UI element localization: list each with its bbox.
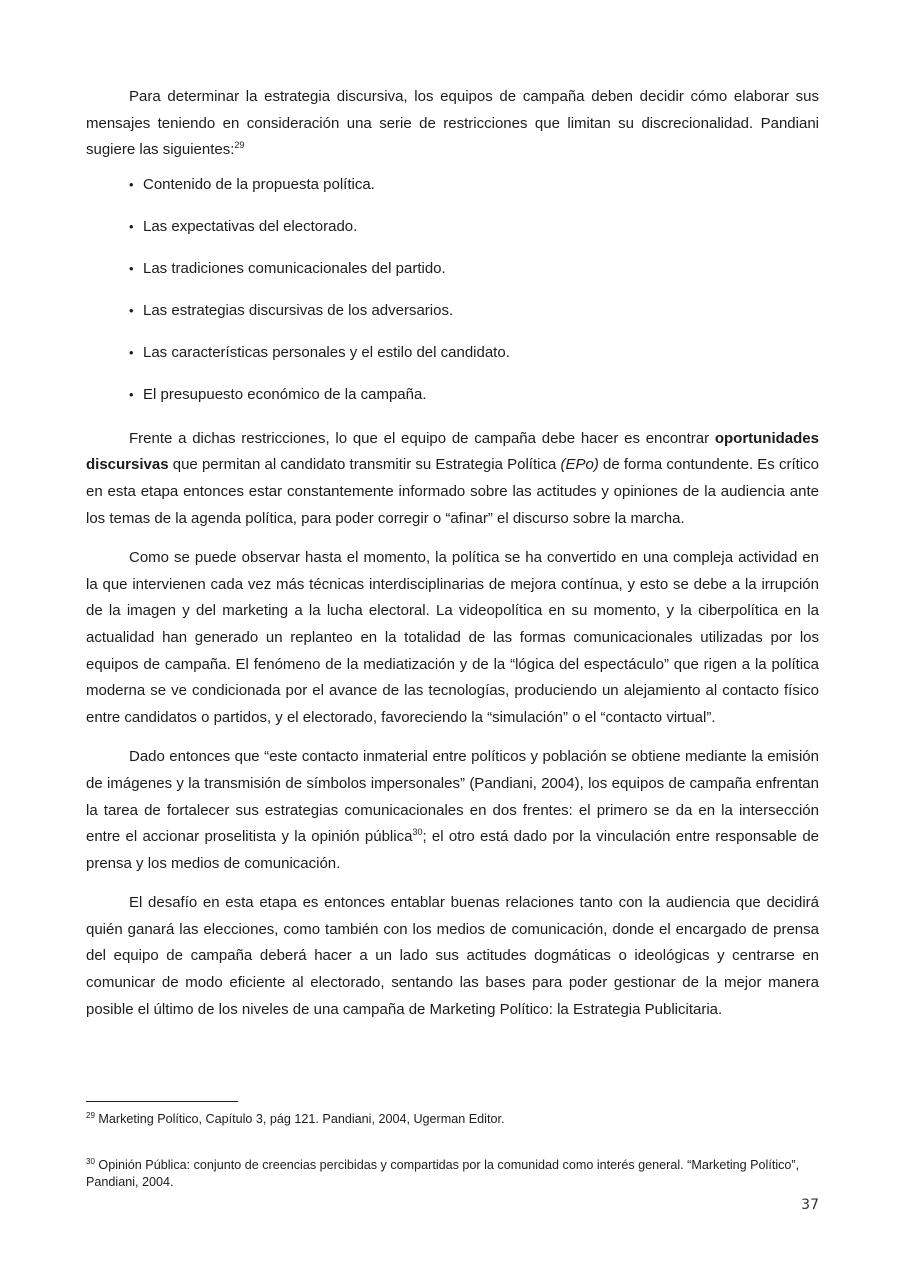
paragraph-contacto-inmaterial: Dado entonces que “este contacto inmaterial entre políticos y población se obtiene mediante la emisión de imágenes y la transmisión de símbolos impersonales” (Pandiani, 2004), los equipos de campaña enfrentan la tarea de fortalecer sus estrategias comunicacionales en dos frentes: el primero se da en la intersección entre el accionar proselitista y la opinión pública$^{30}$; el otro está dado por la vinculación entre responsable de prensa y los medios de comunicación. [86, 748, 820, 872]
footnote-divider [86, 1101, 238, 1102]
list-item: • Las expectativas del electorado. [86, 216, 819, 238]
list-item: • Las características personales y el estilo del candidato. [86, 342, 819, 364]
restrictions-list [86, 174, 819, 406]
paragraph-desafio: El desafío en esta etapa es entonces entablar buenas relaciones tanto con la audiencia que decidirá quién ganará las elecciones, como también con los medios de comunicación, donde el encargado de prensa del equipo de campaña deberá hacer a un lado sus actitudes dogmáticas o ideológicas y centrarse en comunicar de modo eficiente al electorado, sentando las bases para poder gestionar de la mejor manera posible el último de los niveles de una campaña de Marketing Político: la Estrategia Publicitaria. [86, 894, 819, 1018]
bold-term: oportunidades discursivas [86, 429, 819, 474]
page-body [86, 84, 819, 1036]
paragraph-oportunidades: Frente a dichas restricciones, lo que el equipo de campaña debe hacer es encontrar oportunidades discursivas que permitan al candidato transmitir su Estrategia Política (EPo) de forma contundente. Es crítico en esta etapa entonces estar constantemente informado sobre las actitudes y opiniones de la audiencia ante los temas de la agenda política, para poder corregir o “afinar” el discurso sobre la marcha. [86, 429, 819, 527]
paragraph-videopolitica: Como se puede observar hasta el momento, la política se ha convertido en una compleja actividad en la que intervienen cada vez más técnicas interdisciplinarias de mejora contínua, y esto se debe a la irrupción de la imagen y del marketing a la lucha electoral. La videopolítica en su momento, y la ciberpolítica en la actualidad han generado un replanteo en la totalidad de las formas comunicacionales utilizadas por los equipos de campaña. El fenómeno de la mediatización y de la “lógica del espectáculo” que rigen a la política moderna se ve condicionada por el avance de las tecnologías, produciendo un alejamiento al contacto físico entre candidatos o partidos, y el electorado, favoreciendo la “simulación” o el “contacto virtual”. [86, 549, 819, 726]
list-item: • Las tradiciones comunicacionales del partido. [86, 258, 819, 280]
list-item: • Contenido de la propuesta política. [86, 174, 819, 196]
footnote-30: $^{30}$ Opinión Pública: conjunto de creencias percibidas y compartidas por la comunidad como interés general. “Marketing Político”, Pandiani, 2004. [86, 1157, 800, 1189]
paragraph-estrategia-discursiva: Para determinar la estrategia discursiva, los equipos de campaña deben decidir cómo elaborar sus mensajes teniendo en consideración una serie de restricciones que limitan su discrecionalidad. Pandiani sugiere las siguientes:$^{29}$ [86, 88, 819, 159]
page-number: 37 [801, 1197, 819, 1213]
footnote-29: $^{29}$ Marketing Político, Capítulo 3, pág 121. Pandiani, 2004, Ugerman Editor. [86, 1111, 505, 1126]
footnote-ref-30: 30 [412, 827, 423, 838]
list-item: • Las estrategias discursivas de los adversarios. [86, 300, 819, 322]
footnote-ref-29: 29 [234, 140, 245, 151]
list-item: • El presupuesto económico de la campaña. [86, 384, 819, 406]
italic-term: (EPo) [560, 456, 599, 474]
